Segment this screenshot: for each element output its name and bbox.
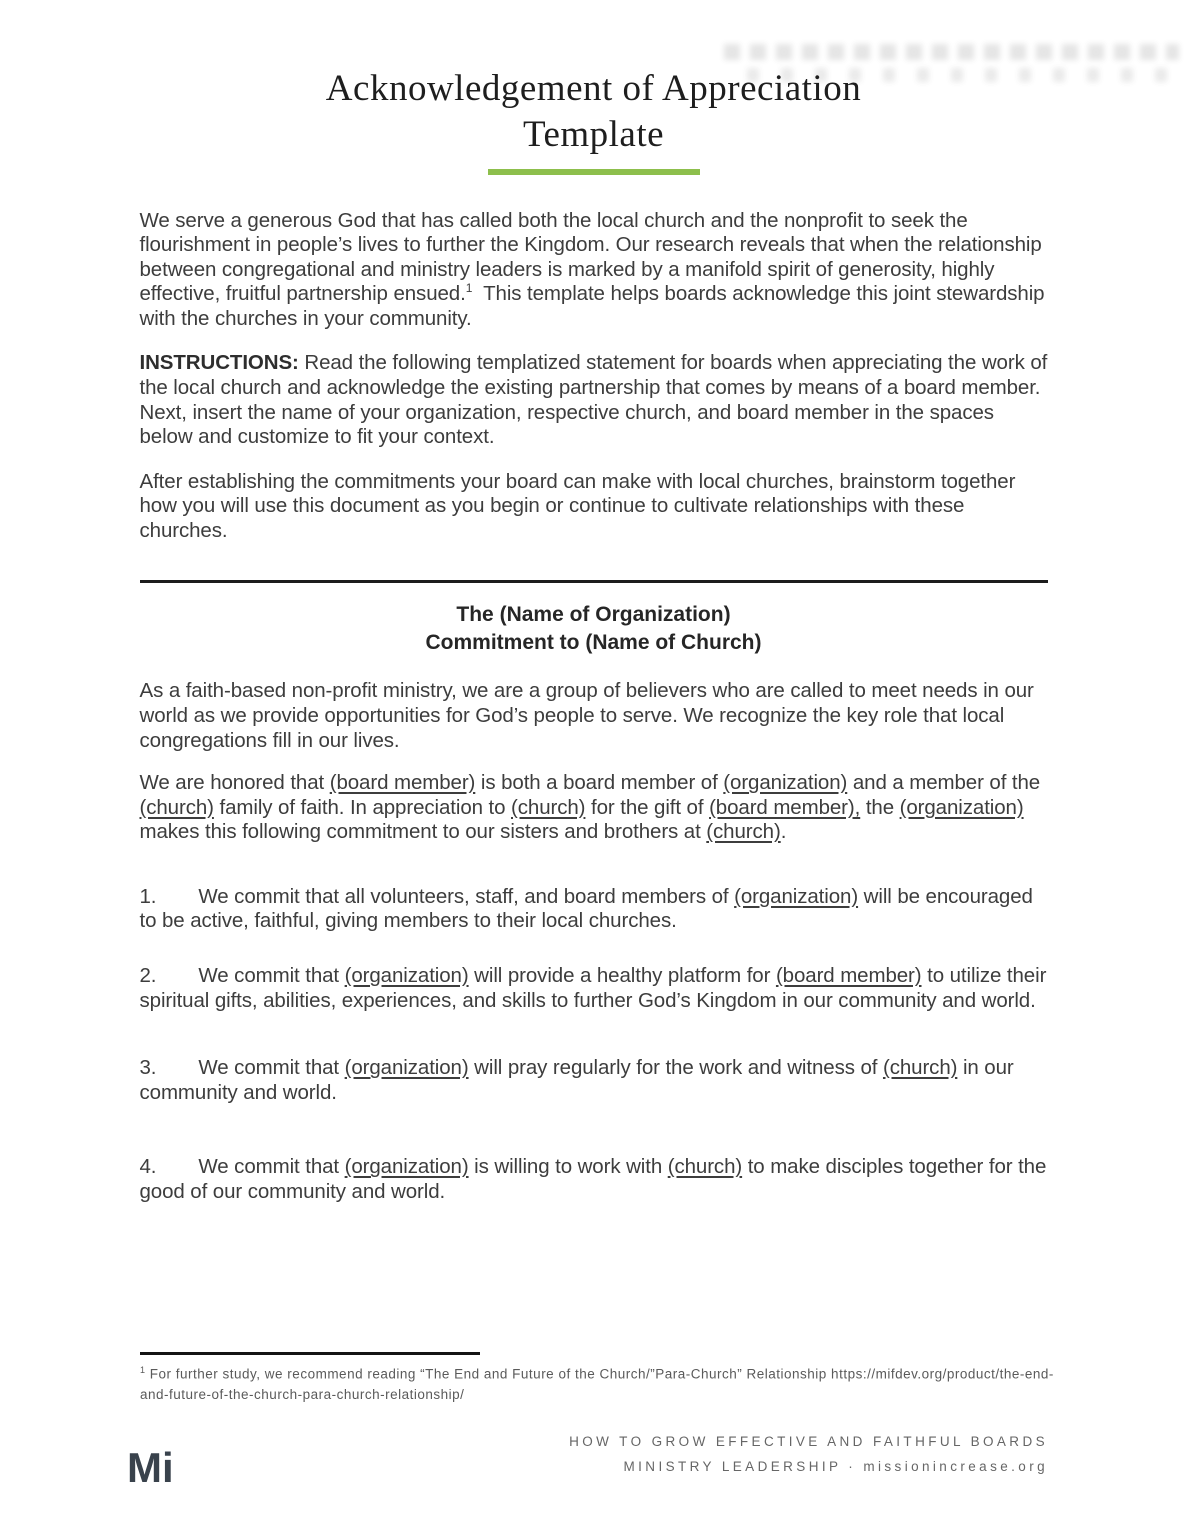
commitment-heading-line1: The (Name of Organization) [456,602,731,626]
board-member-placeholder: (board member) [775,964,922,988]
organization-placeholder: (organization) [899,795,1024,819]
faith-based-paragraph: As a faith-based non-profit ministry, we are a group of believers who are called to meet needs in our world as we provide opportunities for God’s people to serve. We recognize the key role that local congregations fill in our lives. [139,679,1034,752]
page-title-line1: Acknowledgement of Appreciation [325,68,862,109]
church-placeholder: (church) [706,820,781,844]
item-text: We commit that [198,1155,345,1179]
footnote-reference: 1 [465,281,473,296]
church-placeholder: (church) [139,795,214,819]
organization-placeholder: (organization) [344,1155,469,1179]
title-accent-rule [488,169,700,175]
commitment-heading-line2: Commitment to (Name of Church) [425,630,762,654]
honored-text: is both a board member of [475,771,724,795]
item-number: 1. [139,884,157,908]
church-placeholder: (church) [511,795,586,819]
commitment-item-2 [140,964,1048,1013]
commitment-item-1 [140,885,1048,934]
page-content [140,0,1048,1205]
item-number: 2. [139,964,157,988]
church-placeholder: (church) [667,1155,743,1179]
item-text: We commit that all volunteers, staff, and board members of [198,884,735,908]
item-text: We commit that [198,1056,345,1080]
footer-tagline-line2: MINISTRY LEADERSHIP · missionincrease.org [623,1458,1048,1474]
footnote-mark: 1 [140,1365,146,1375]
followup-paragraph: After establishing the commitments your board can make with local churches, brainstorm together how you will use this document as you begin or continue to cultivate relationships with these churches. [139,469,1016,543]
footnote [140,1364,1070,1406]
intro-paragraph [140,209,1048,332]
honored-text: We are honored that [139,771,330,795]
footer-tagline-line1: HOW TO GROW EFFECTIVE AND FAITHFUL BOARDS [569,1434,1048,1449]
intro-text: We serve a generous God that has called both the local church and the nonprofit to seek the flourishment in people’s lives to further the Kingdom. Our research reveals that when the relationship between congregational and ministry leaders is marked by a manifold spirit of generosity, highly effective, fruitful partnership ensued. [139,208,1042,306]
commitment-heading [140,601,1048,658]
page-title [140,66,1048,159]
item-text: to make disciples together for the good of our community and world. [139,1155,1047,1204]
organization-placeholder: (organization) [723,771,848,795]
intro-text-after: This template helps boards acknowledge this joint stewardship with the churches in your community. [139,282,1045,330]
item-text: is willing to work with [468,1155,668,1179]
item-number: 4. [139,1155,157,1179]
honored-text: family of faith. In appreciation to [213,795,512,819]
item-text: We commit that [198,964,345,988]
commitment-item-4 [140,1155,1048,1204]
item-number: 3. [139,1056,157,1080]
instructions-paragraph [140,351,1048,449]
board-member-placeholder: (board member), [709,795,861,819]
instructions-text: Read the following templatized statement for boards when appreciating the work of the local church and acknowledge the existing partnership that comes by means of a board member. Next, insert the name of your organization, respective church, and board member in the spaces below and customize to fit your context. [139,351,1048,449]
item-text: in our community and world. [139,1056,1014,1104]
item-text: will pray regularly for the work and witness of [468,1056,883,1080]
honored-text: makes this following commitment to our sisters and brothers at [139,820,707,844]
section-divider-rule [140,580,1048,583]
item-text: to utilize their spiritual gifts, abilities, experiences, and skills to further God’s Kingdom in our community and world. [139,964,1047,1012]
instructions-label: INSTRUCTIONS: [139,351,299,375]
honored-text: the [860,795,900,819]
honored-text: for the gift of [585,795,710,819]
honored-text: . [780,820,787,844]
board-member-placeholder: (board member) [329,771,476,795]
church-placeholder: (church) [882,1056,958,1080]
honored-text: and a member of the [847,771,1041,795]
footnote-divider-rule [140,1352,480,1355]
footnote-text: For further study, we recommend reading “The End and Future of the Church/”Para-Church” Relationship https://mifdev.org/product/the-end-and-future-of-the-church-para-church-relationship/ [140,1366,1054,1403]
item-text: will be encouraged to be active, faithful, giving members to their local churches. [139,884,1033,933]
page-title-line2: Template [522,114,665,156]
footer-tagline [569,1430,1048,1480]
organization-placeholder: (organization) [734,884,859,908]
commitment-item-3 [140,1056,1048,1105]
organization-placeholder: (organization) [344,964,469,988]
item-text: will provide a healthy platform for [468,964,776,988]
honored-paragraph [140,771,1048,845]
organization-placeholder: (organization) [344,1056,469,1080]
mission-increase-logo: Mi [127,1444,174,1491]
